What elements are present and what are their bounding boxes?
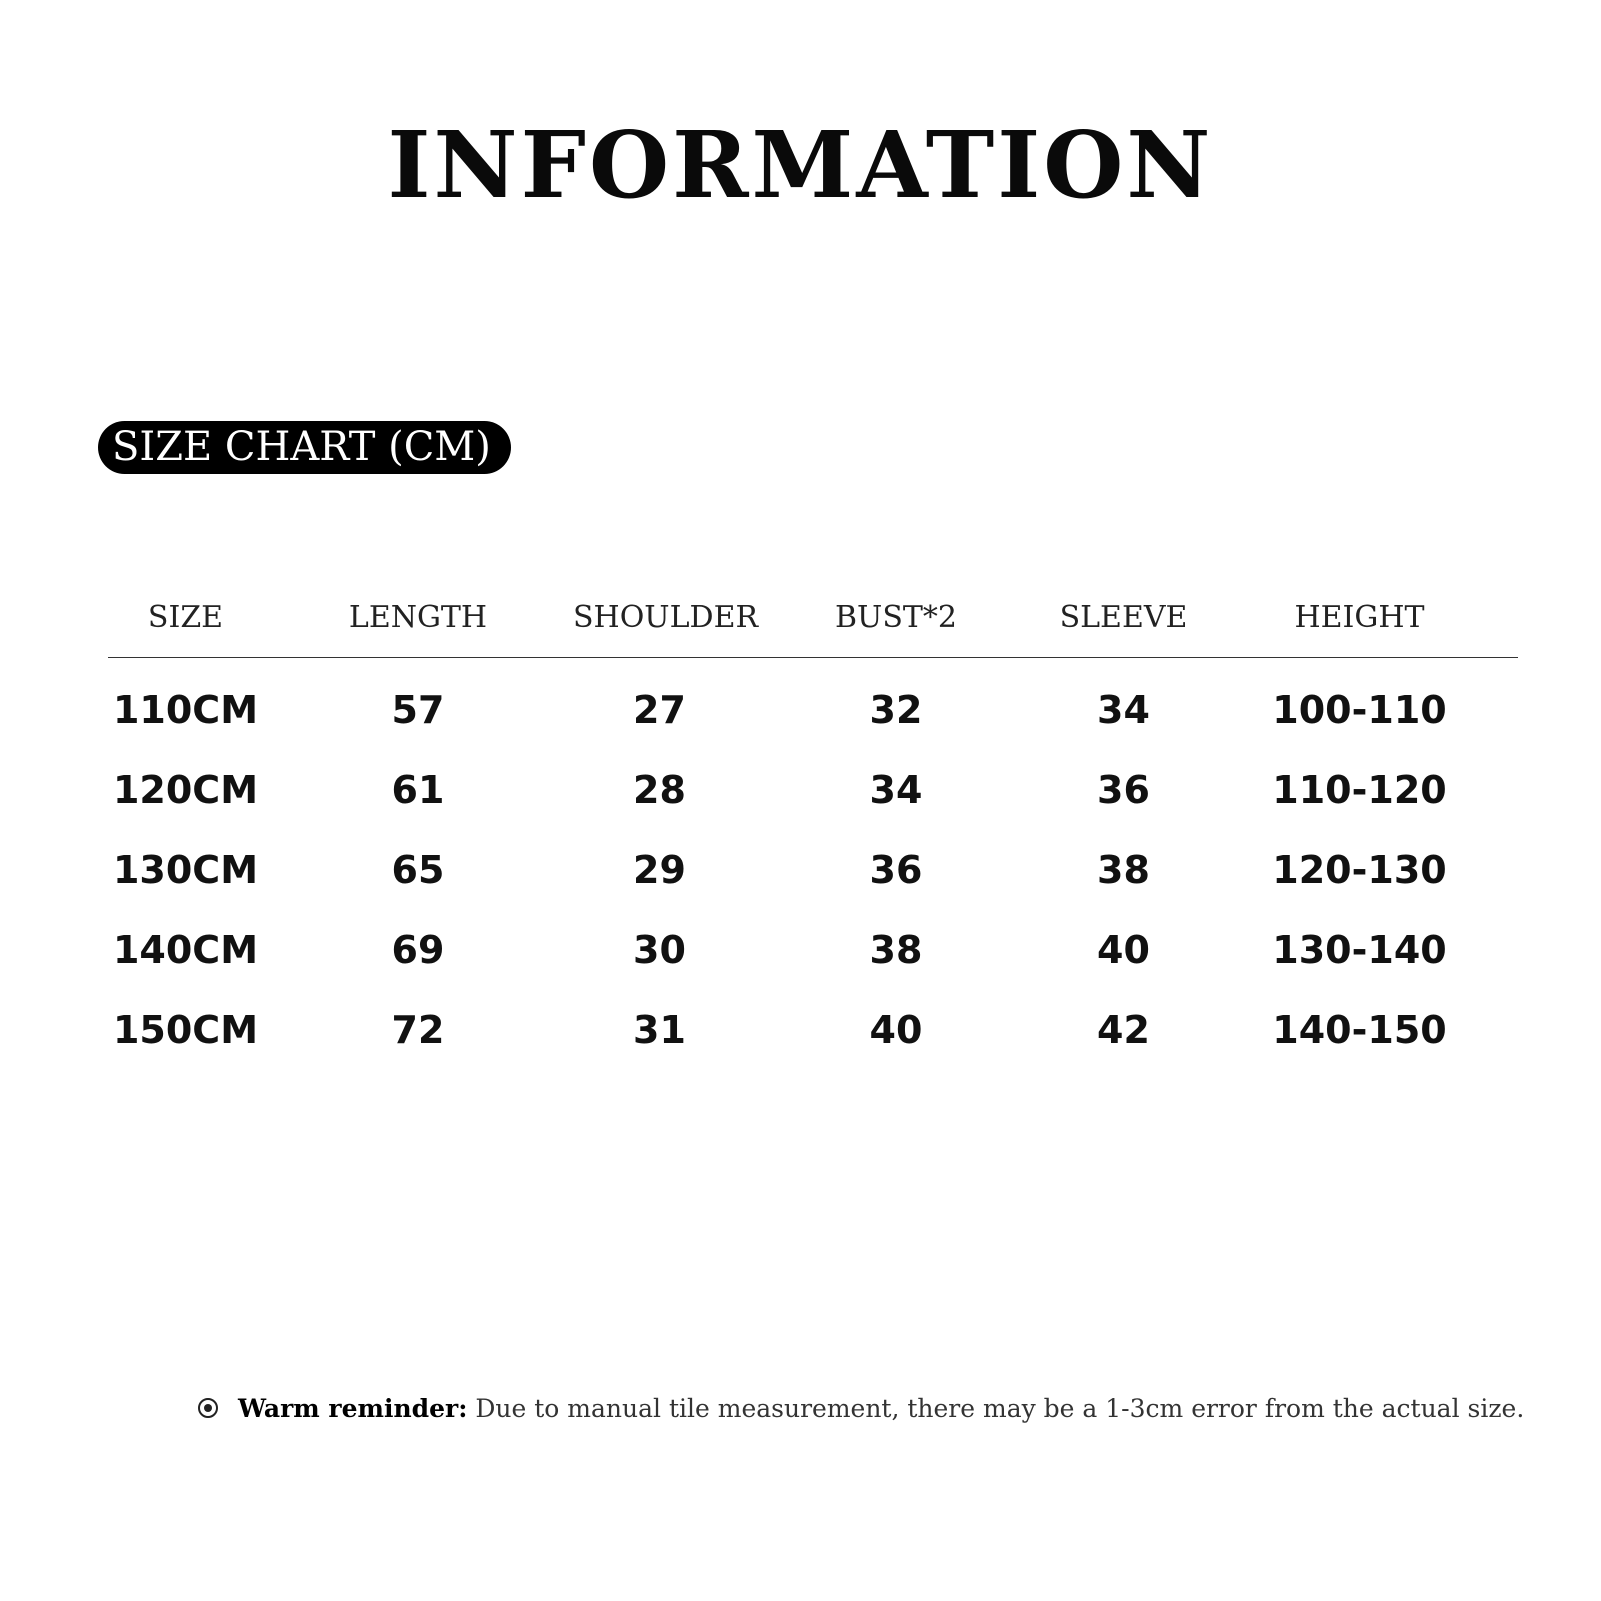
size-chart-label: SIZE CHART (CM): [98, 421, 511, 474]
cell-bust: 34: [869, 768, 923, 812]
cell-size: 110CM: [112, 688, 259, 732]
page-title: INFORMATION: [387, 111, 1214, 219]
cell-bust: 36: [869, 848, 923, 892]
cell-shoulder: 31: [633, 1008, 686, 1052]
reminder-label: Warm reminder:: [238, 1394, 468, 1423]
cell-sleeve: 42: [1097, 1008, 1150, 1052]
cell-length: 72: [391, 1008, 445, 1052]
radio-dot-icon: [198, 1398, 218, 1418]
table-row: [108, 750, 1518, 830]
cell-height: 120-130: [1272, 848, 1447, 892]
cell-shoulder: 29: [633, 848, 686, 892]
cell-sleeve: 36: [1097, 768, 1150, 812]
column-header-sleeve: SLEEVE: [1046, 585, 1201, 658]
cell-size: 130CM: [112, 848, 259, 892]
cell-length: 57: [391, 688, 445, 732]
table-row: [108, 990, 1518, 1070]
cell-size: 120CM: [112, 768, 259, 812]
warm-reminder: [198, 1392, 1525, 1426]
cell-length: 61: [391, 768, 445, 812]
cell-bust: 38: [869, 928, 923, 972]
column-header-bust: BUST*2: [746, 585, 1046, 658]
cell-shoulder: 30: [633, 928, 686, 972]
size-chart-table: [108, 585, 1518, 1070]
cell-height: 130-140: [1272, 928, 1447, 972]
column-header-length: LENGTH: [263, 585, 573, 658]
cell-height: 140-150: [1272, 1008, 1447, 1052]
cell-bust: 40: [869, 1008, 923, 1052]
cell-height: 110-120: [1272, 768, 1447, 812]
table-row: [108, 830, 1518, 910]
reminder-text: Due to manual tile measurement, there may be a 1-3cm error from the actual size.: [467, 1394, 1525, 1423]
cell-size: 150CM: [112, 1008, 259, 1052]
column-header-height: HEIGHT: [1201, 585, 1518, 658]
table-row: [108, 658, 1518, 751]
cell-length: 65: [391, 848, 445, 892]
cell-shoulder: 27: [633, 688, 686, 732]
table-header-row: [108, 585, 1518, 658]
column-header-size: SIZE: [108, 585, 263, 658]
column-header-shoulder: SHOULDER: [573, 585, 746, 658]
cell-height: 100-110: [1272, 688, 1447, 732]
table-row: [108, 910, 1518, 990]
cell-size: 140CM: [112, 928, 259, 972]
cell-shoulder: 28: [633, 768, 686, 812]
cell-sleeve: 34: [1097, 688, 1150, 732]
cell-length: 69: [391, 928, 445, 972]
cell-sleeve: 38: [1097, 848, 1150, 892]
cell-bust: 32: [869, 688, 923, 732]
cell-sleeve: 40: [1097, 928, 1150, 972]
